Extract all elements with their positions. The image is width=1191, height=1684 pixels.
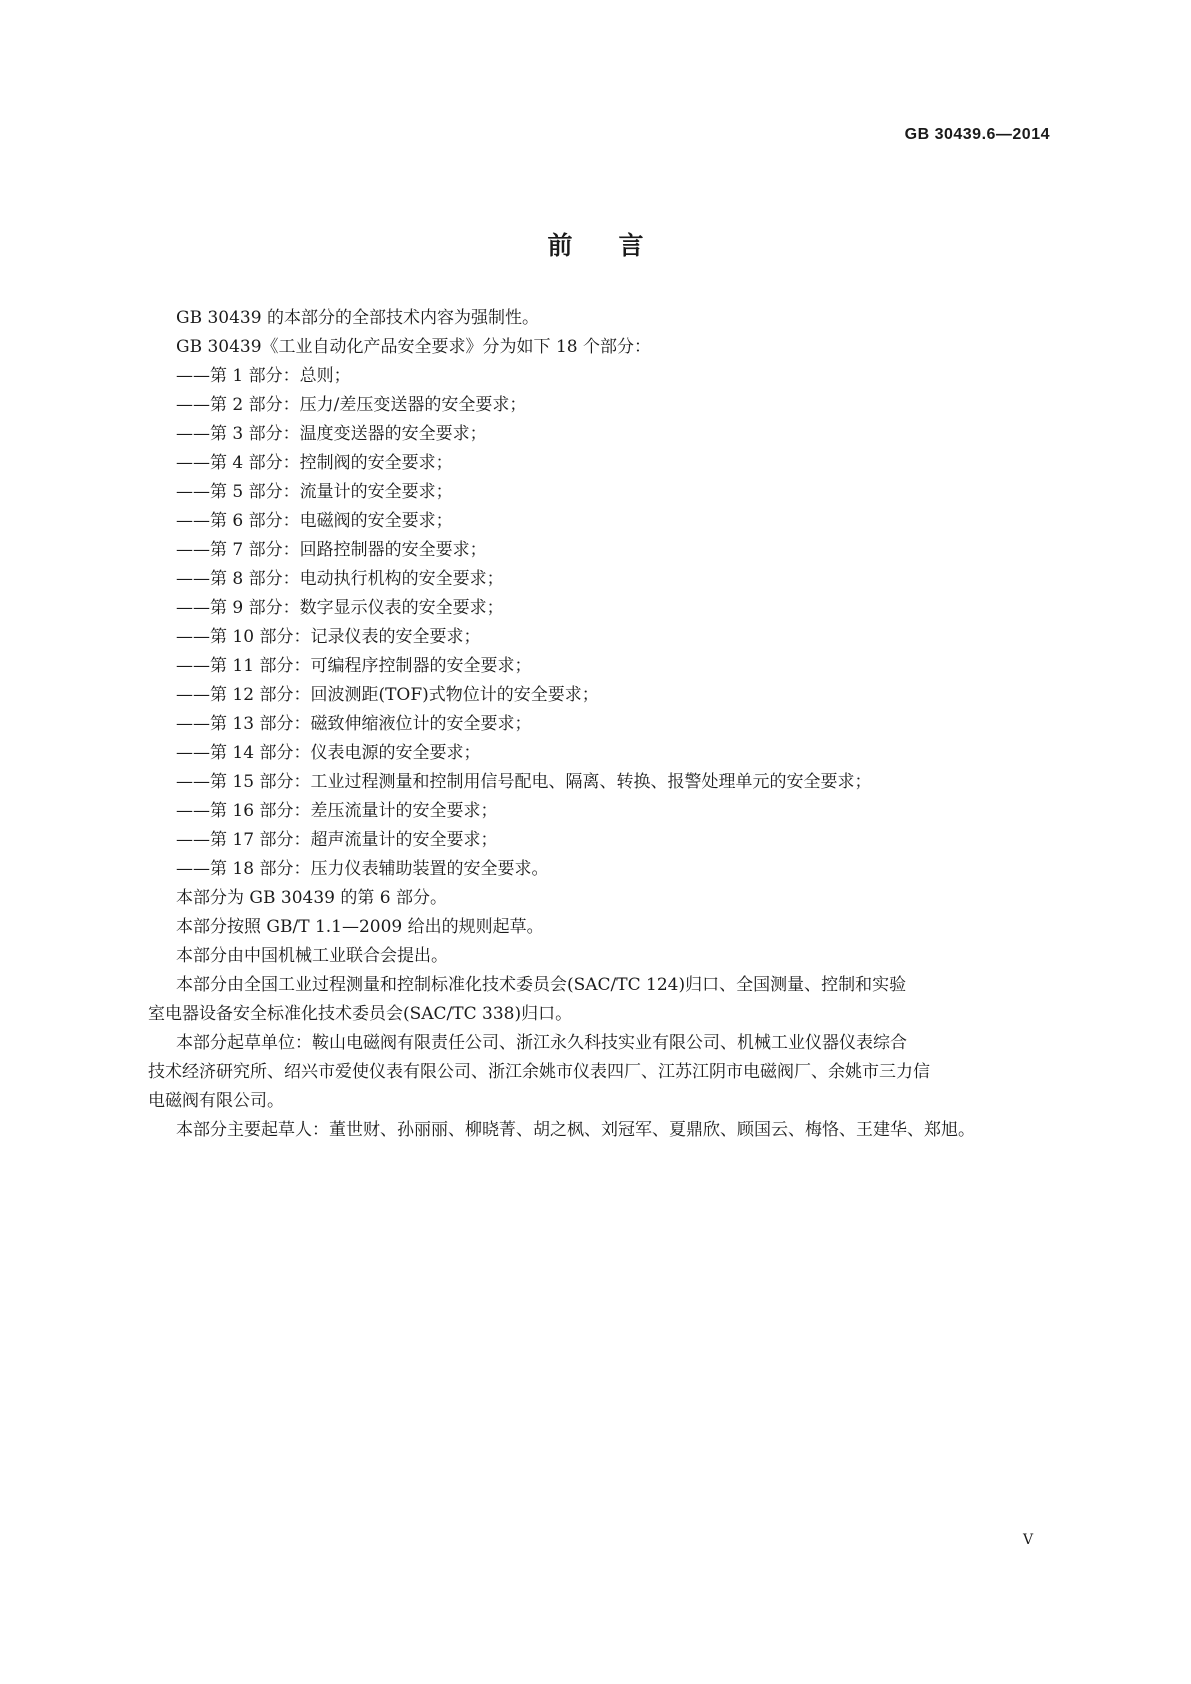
paragraph-drafting-units-line-3: 电磁阀有限公司。 [148,1091,284,1111]
paragraph-drafting-rules: 本部分按照 GB/T 1.1—2009 给出的规则起草。 [176,917,544,937]
list-item-part-17: ——第 17 部分：超声流量计的安全要求； [176,830,498,850]
standard-number: GB 30439.6—2014 [904,126,1050,143]
paragraph-proposer: 本部分由中国机械工业联合会提出。 [176,946,448,966]
list-item-part-16: ——第 16 部分：差压流量计的安全要求； [176,801,498,821]
list-item-part-8: ——第 8 部分：电动执行机构的安全要求； [176,569,504,589]
list-item-part-1: ——第 1 部分：总则； [176,366,351,386]
list-item-part-18: ——第 18 部分：压力仪表辅助装置的安全要求。 [176,859,549,879]
page-number: V [1023,1532,1034,1548]
list-item-part-15: ——第 15 部分：工业过程测量和控制用信号配电、隔离、转换、报警处理单元的安全要求； [176,772,872,792]
paragraph-parts-intro: GB 30439《工业自动化产品安全要求》分为如下 18 个部分： [176,337,651,357]
paragraph-drafting-units-line-1: 本部分起草单位：鞍山电磁阀有限责任公司、浙江永久科技实业有限公司、机械工业仪器仪表综合 [176,1033,907,1053]
list-item-part-5: ——第 5 部分：流量计的安全要求； [176,482,453,502]
list-item-part-12: ——第 12 部分：回波测距(TOF)式物位计的安全要求； [176,685,599,705]
paragraph-drafting-units-line-2: 技术经济研究所、绍兴市爱使仪表有限公司、浙江余姚市仪表四厂、江苏江阴市电磁阀厂、余姚市三力信 [148,1062,930,1082]
list-item-part-13: ——第 13 部分：磁致伸缩液位计的安全要求； [176,714,532,734]
paragraph-part-number: 本部分为 GB 30439 的第 6 部分。 [176,888,447,908]
paragraph-committee-line-1: 本部分由全国工业过程测量和控制标准化技术委员会(SAC/TC 124)归口、全国测量、控制和实验 [176,975,907,995]
paragraph-drafters: 本部分主要起草人：董世财、孙丽丽、柳晓菁、胡之枫、刘冠军、夏鼎欣、顾国云、梅恪、王建华、郑旭。 [176,1120,975,1140]
list-item-part-7: ——第 7 部分：回路控制器的安全要求； [176,540,487,560]
list-item-part-6: ——第 6 部分：电磁阀的安全要求； [176,511,453,531]
list-item-part-2: ——第 2 部分：压力/差压变送器的安全要求； [176,395,527,415]
page-title: 前言 [547,231,690,260]
paragraph-mandatory: GB 30439 的本部分的全部技术内容为强制性。 [176,308,539,328]
list-item-part-4: ——第 4 部分：控制阀的安全要求； [176,453,453,473]
list-item-part-3: ——第 3 部分：温度变送器的安全要求； [176,424,487,444]
list-item-part-9: ——第 9 部分：数字显示仪表的安全要求； [176,598,504,618]
paragraph-committee-line-2: 室电器设备安全标准化技术委员会(SAC/TC 338)归口。 [148,1004,573,1024]
list-item-part-11: ——第 11 部分：可编程序控制器的安全要求； [176,656,532,676]
list-item-part-14: ——第 14 部分：仪表电源的安全要求； [176,743,481,763]
list-item-part-10: ——第 10 部分：记录仪表的安全要求； [176,627,481,647]
